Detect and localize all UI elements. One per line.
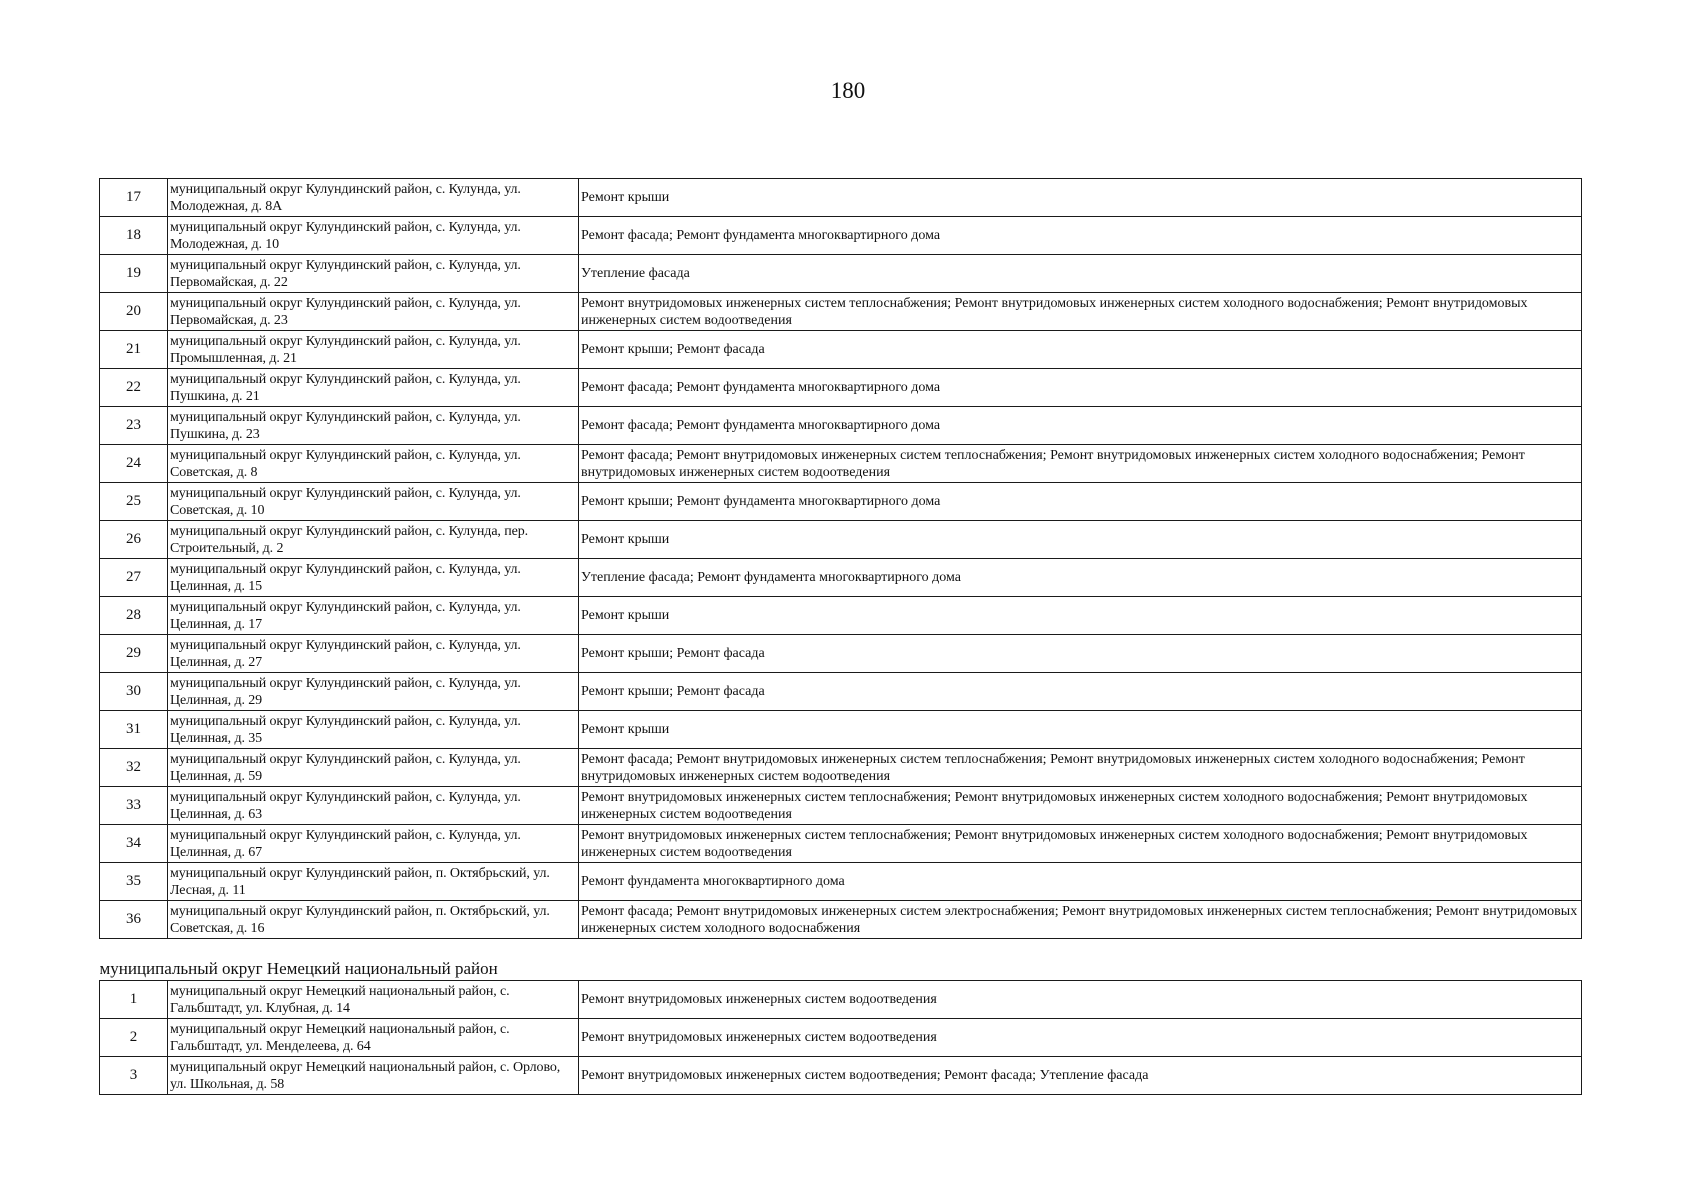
works-cell: Ремонт фасада; Ремонт фундамента многоквартирного дома: [579, 369, 1582, 407]
works-cell: Ремонт крыши; Ремонт фасада: [579, 331, 1582, 369]
table-row: [100, 217, 1582, 255]
works-cell: Ремонт фасада; Ремонт фундамента многоквартирного дома: [579, 407, 1582, 445]
works-cell: Ремонт крыши; Ремонт фасада: [579, 673, 1582, 711]
table-row: [100, 787, 1582, 825]
row-number: 32: [100, 749, 168, 787]
address-cell: муниципальный округ Кулундинский район, с. Кулунда, ул. Первомайская, д. 22: [168, 255, 579, 293]
table-row: [100, 749, 1582, 787]
address-cell: муниципальный округ Немецкий национальный район, с. Орлово, ул. Школьная, д. 58: [168, 1057, 579, 1095]
row-number: 20: [100, 293, 168, 331]
page-number: 180: [830, 78, 866, 103]
table-row: [100, 331, 1582, 369]
works-cell: Ремонт фасада; Ремонт внутридомовых инженерных систем электроснабжения; Ремонт внутридомовых инженерных систем теплоснабжения; Ремонт внутридомовых инженерных систем холодного водоснабжения: [579, 901, 1582, 939]
table-row: [100, 673, 1582, 711]
table-row: [100, 901, 1582, 939]
row-number: 3: [100, 1057, 168, 1095]
address-cell: муниципальный округ Кулундинский район, с. Кулунда, ул. Целинная, д. 27: [168, 635, 579, 673]
row-number: 33: [100, 787, 168, 825]
row-number: 17: [100, 179, 168, 217]
table-row: [100, 445, 1582, 483]
table-row: [100, 597, 1582, 635]
works-cell: Ремонт внутридомовых инженерных систем теплоснабжения; Ремонт внутридомовых инженерных систем холодного водоснабжения; Ремонт внутридомовых инженерных систем водоотведения: [579, 787, 1582, 825]
address-cell: муниципальный округ Кулундинский район, с. Кулунда, пер. Строительный, д. 2: [168, 521, 579, 559]
table-row: [100, 369, 1582, 407]
row-number: 19: [100, 255, 168, 293]
works-cell: Ремонт крыши; Ремонт фасада: [579, 635, 1582, 673]
address-cell: муниципальный округ Кулундинский район, с. Кулунда, ул. Целинная, д. 63: [168, 787, 579, 825]
table-row: [100, 293, 1582, 331]
works-cell: Ремонт крыши: [579, 597, 1582, 635]
table-row: [100, 1019, 1582, 1057]
address-cell: муниципальный округ Кулундинский район, с. Кулунда, ул. Молодежная, д. 10: [168, 217, 579, 255]
works-cell: Ремонт внутридомовых инженерных систем водоотведения: [579, 1019, 1582, 1057]
works-cell: Ремонт крыши: [579, 521, 1582, 559]
row-number: 18: [100, 217, 168, 255]
row-number: 30: [100, 673, 168, 711]
address-cell: муниципальный округ Немецкий национальный район, с. Гальбштадт, ул. Клубная, д. 14: [168, 981, 579, 1019]
works-cell: Ремонт внутридомовых инженерных систем теплоснабжения; Ремонт внутридомовых инженерных систем холодного водоснабжения; Ремонт внутридомовых инженерных систем водоотведения: [579, 825, 1582, 863]
section-header-row: [100, 939, 1582, 981]
address-cell: муниципальный округ Кулундинский район, с. Кулунда, ул. Советская, д. 8: [168, 445, 579, 483]
address-cell: муниципальный округ Кулундинский район, п. Октябрьский, ул. Советская, д. 16: [168, 901, 579, 939]
works-cell: Ремонт фасада; Ремонт фундамента многоквартирного дома: [579, 217, 1582, 255]
address-cell: муниципальный округ Кулундинский район, с. Кулунда, ул. Молодежная, д. 8А: [168, 179, 579, 217]
works-cell: Ремонт крыши: [579, 711, 1582, 749]
table-row: [100, 483, 1582, 521]
table-row: [100, 255, 1582, 293]
works-cell: Ремонт внутридомовых инженерных систем водоотведения; Ремонт фасада; Утепление фасада: [579, 1057, 1582, 1095]
section-title: муниципальный округ Немецкий национальный район: [100, 939, 1582, 981]
row-number: 35: [100, 863, 168, 901]
row-number: 23: [100, 407, 168, 445]
row-number: 26: [100, 521, 168, 559]
works-cell: Ремонт крыши: [579, 179, 1582, 217]
row-number: 25: [100, 483, 168, 521]
table-row: [100, 1057, 1582, 1095]
address-cell: муниципальный округ Кулундинский район, с. Кулунда, ул. Советская, д. 10: [168, 483, 579, 521]
row-number: 36: [100, 901, 168, 939]
works-cell: Ремонт фундамента многоквартирного дома: [579, 863, 1582, 901]
row-number: 27: [100, 559, 168, 597]
row-number: 22: [100, 369, 168, 407]
table-row: [100, 407, 1582, 445]
table-row: [100, 179, 1582, 217]
works-cell: Ремонт фасада; Ремонт внутридомовых инженерных систем теплоснабжения; Ремонт внутридомовых инженерных систем холодного водоснабжения; Ремонт внутридомовых инженерных систем водоотведения: [579, 749, 1582, 787]
address-cell: муниципальный округ Кулундинский район, с. Кулунда, ул. Целинная, д. 17: [168, 597, 579, 635]
table-row: [100, 981, 1582, 1019]
table-row: [100, 635, 1582, 673]
works-cell: Ремонт крыши; Ремонт фундамента многоквартирного дома: [579, 483, 1582, 521]
address-cell: муниципальный округ Кулундинский район, с. Кулунда, ул. Пушкина, д. 21: [168, 369, 579, 407]
table-row: [100, 559, 1582, 597]
row-number: 28: [100, 597, 168, 635]
row-number: 2: [100, 1019, 168, 1057]
works-cell: Ремонт фасада; Ремонт внутридомовых инженерных систем теплоснабжения; Ремонт внутридомовых инженерных систем холодного водоснабжения; Ремонт внутридомовых инженерных систем водоотведения: [579, 445, 1582, 483]
address-cell: муниципальный округ Кулундинский район, с. Кулунда, ул. Целинная, д. 59: [168, 749, 579, 787]
address-cell: муниципальный округ Кулундинский район, п. Октябрьский, ул. Лесная, д. 11: [168, 863, 579, 901]
address-cell: муниципальный округ Кулундинский район, с. Кулунда, ул. Целинная, д. 15: [168, 559, 579, 597]
address-cell: муниципальный округ Кулундинский район, с. Кулунда, ул. Целинная, д. 29: [168, 673, 579, 711]
address-cell: муниципальный округ Кулундинский район, с. Кулунда, ул. Первомайская, д. 23: [168, 293, 579, 331]
works-cell: Утепление фасада: [579, 255, 1582, 293]
table-row: [100, 521, 1582, 559]
address-cell: муниципальный округ Кулундинский район, с. Кулунда, ул. Целинная, д. 35: [168, 711, 579, 749]
row-number: 29: [100, 635, 168, 673]
table-row: [100, 863, 1582, 901]
works-cell: Утепление фасада; Ремонт фундамента многоквартирного дома: [579, 559, 1582, 597]
row-number: 1: [100, 981, 168, 1019]
table-row: [100, 825, 1582, 863]
works-cell: Ремонт внутридомовых инженерных систем теплоснабжения; Ремонт внутридомовых инженерных систем холодного водоснабжения; Ремонт внутридомовых инженерных систем водоотведения: [579, 293, 1582, 331]
repair-works-table: [99, 178, 1582, 1095]
table-row: [100, 711, 1582, 749]
row-number: 21: [100, 331, 168, 369]
address-cell: муниципальный округ Кулундинский район, с. Кулунда, ул. Целинная, д. 67: [168, 825, 579, 863]
works-cell: Ремонт внутридомовых инженерных систем водоотведения: [579, 981, 1582, 1019]
address-cell: муниципальный округ Кулундинский район, с. Кулунда, ул. Промышленная, д. 21: [168, 331, 579, 369]
row-number: 24: [100, 445, 168, 483]
row-number: 34: [100, 825, 168, 863]
address-cell: муниципальный округ Немецкий национальный район, с. Гальбштадт, ул. Менделеева, д. 64: [168, 1019, 579, 1057]
address-cell: муниципальный округ Кулундинский район, с. Кулунда, ул. Пушкина, д. 23: [168, 407, 579, 445]
row-number: 31: [100, 711, 168, 749]
